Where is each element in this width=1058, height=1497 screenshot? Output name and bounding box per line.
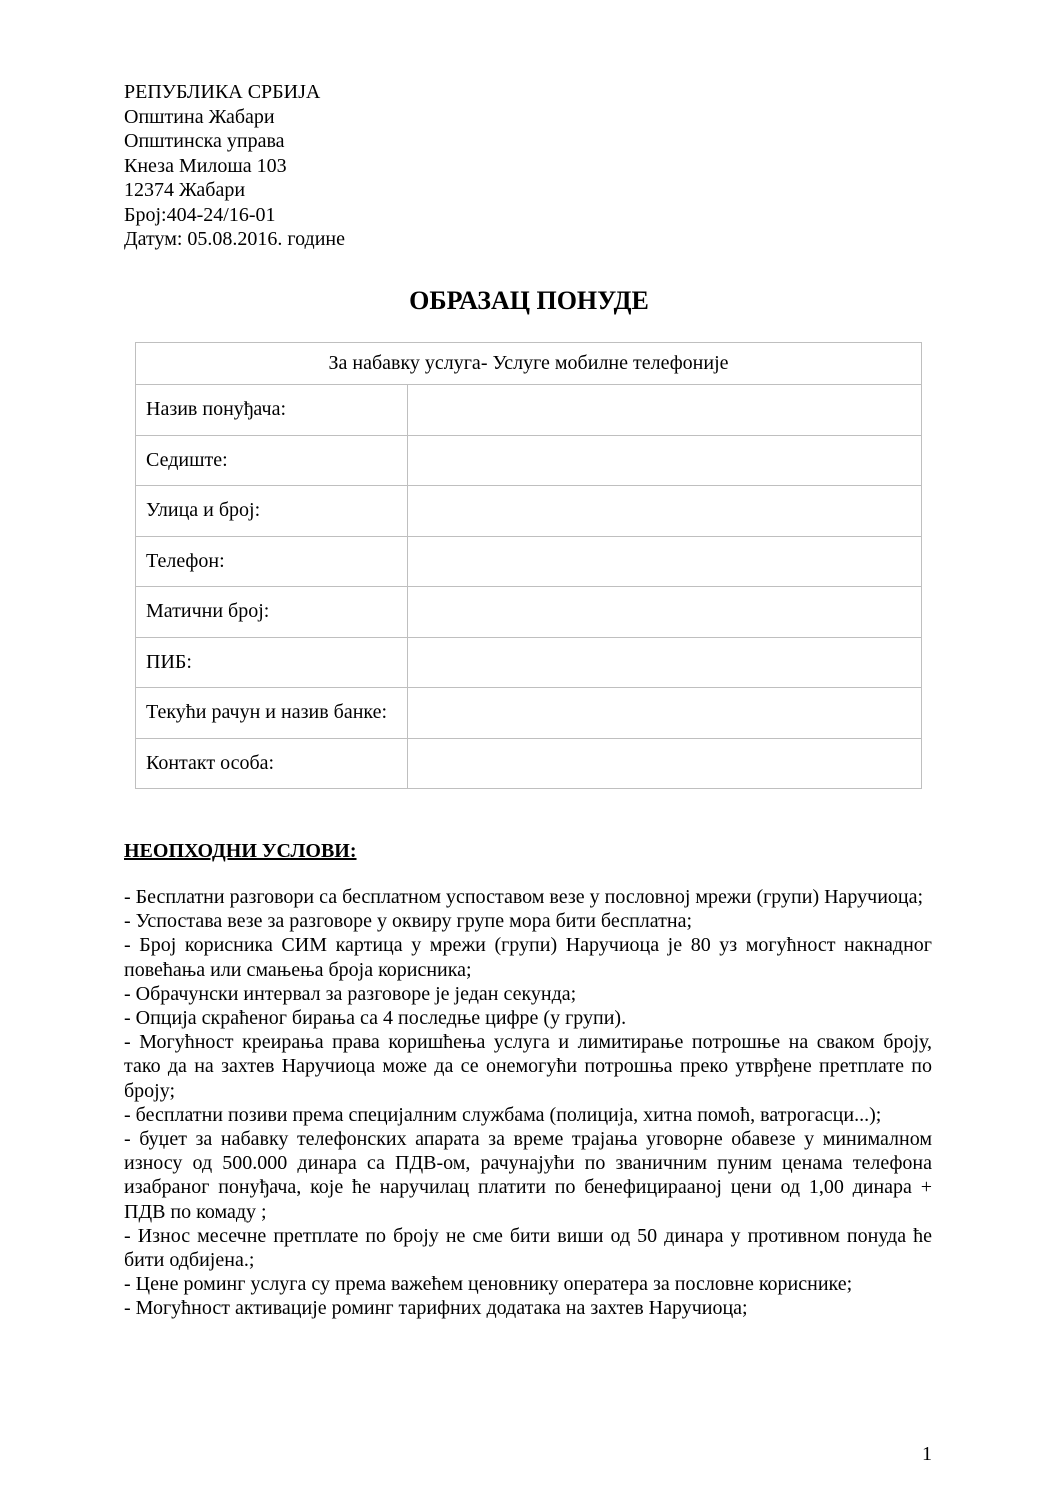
field-value-tax-id[interactable] — [408, 637, 922, 688]
document-title: ОБРАЗАЦ ПОНУДЕ — [409, 286, 649, 315]
list-item: - Успостава везе за разговоре у оквиру групе мора бити бесплатна; — [124, 910, 693, 933]
header-municipality: Општина Жабари — [124, 105, 275, 128]
table-row — [136, 385, 922, 436]
field-value-registration-number[interactable] — [408, 587, 922, 638]
list-item: - Обрачунски интервал за разговоре је један секунда; — [124, 982, 577, 1005]
table-row — [136, 688, 922, 739]
header-reference-number: Број:404-24/16-01 — [124, 203, 276, 226]
field-value-phone[interactable] — [408, 536, 922, 587]
list-item: - буџет за набавку телефонских апарата за време трајања уговорне обавезе у минималном износу од 500.000 динара са ПДВ-ом, рачунајући по званичним пуним ценама телефона изабраног понуђача, које ће наручилац платити по бенефицирааној цени од 1,00 динара + ПДВ по комаду ; — [124, 1128, 932, 1223]
field-label-phone: Телефон: — [136, 536, 408, 587]
field-label-contact-person: Контакт особа: — [136, 738, 408, 789]
table-row — [136, 587, 922, 638]
list-item: - Могућност креирања права коришћења услуга и лимитирање потрошње на сваком броју, тако да на захтев Наручиоца може да се онемогући потрошња преко утврђене претплате по броју; — [124, 1031, 932, 1102]
table-row — [136, 738, 922, 789]
table-row — [136, 536, 922, 587]
field-value-street[interactable] — [408, 486, 922, 537]
field-label-tax-id: ПИБ: — [136, 637, 408, 688]
page-number: 1 — [922, 1443, 932, 1465]
field-value-seat[interactable] — [408, 435, 922, 486]
list-item: - Могућност активације роминг тарифних додатака на захтев Наручиоца; — [124, 1297, 748, 1320]
table-heading-row — [136, 343, 922, 385]
list-item: - Цене роминг услуга су према важећем ценовнику оператера за пословне кориснике; — [124, 1273, 853, 1296]
list-item: - Износ месечне претплате по броју не сме бити виши од 50 динара у противном понуда ће бити одбијена.; — [124, 1224, 932, 1272]
table-row — [136, 435, 922, 486]
document-header — [124, 80, 724, 252]
table-row — [136, 637, 922, 688]
table-row — [136, 486, 922, 537]
list-item: - Број корисника СИМ картица у мрежи (групи) Наручиоца је 80 уз могућност накнадног повећања или смањења броја корисника; — [124, 934, 932, 981]
header-country: РЕПУБЛИКА СРБИЈА — [124, 81, 321, 103]
header-street: Кнеза Милоша 103 — [124, 154, 287, 177]
field-value-contact-person[interactable] — [408, 738, 922, 789]
list-item: - бесплатни позиви према специјалним службама (полиција, хитна помоћ, ватрогасци...); — [124, 1103, 882, 1126]
list-item: - Опција скраћеног бирања са 4 последње цифре (у групи). — [124, 1007, 627, 1030]
conditions-list — [124, 885, 932, 1321]
header-administration: Општинска управа — [124, 130, 285, 152]
field-label-bidder-name: Назив понуђача: — [136, 385, 408, 436]
field-label-street: Улица и број: — [136, 486, 408, 537]
list-item: - Бесплатни разговори са бесплатном успоставом везе у пословној мрежи (групи) Наручиоца; — [124, 886, 924, 908]
header-date: Датум: 05.08.2016. године — [124, 228, 346, 250]
field-label-registration-number: Матични број: — [136, 587, 408, 638]
conditions-heading: НЕОПХОДНИ УСЛОВИ: — [124, 840, 357, 862]
field-value-bank-account[interactable] — [408, 688, 922, 739]
field-label-bank-account: Текући рачун и назив банке: — [136, 688, 408, 739]
field-label-seat: Седиште: — [136, 435, 408, 486]
table-heading: За набавку услуга- Услуге мобилне телефоније — [136, 343, 922, 385]
field-value-bidder-name[interactable] — [408, 385, 922, 436]
header-postal-city: 12374 Жабари — [124, 179, 246, 201]
offer-form-table — [135, 342, 922, 789]
